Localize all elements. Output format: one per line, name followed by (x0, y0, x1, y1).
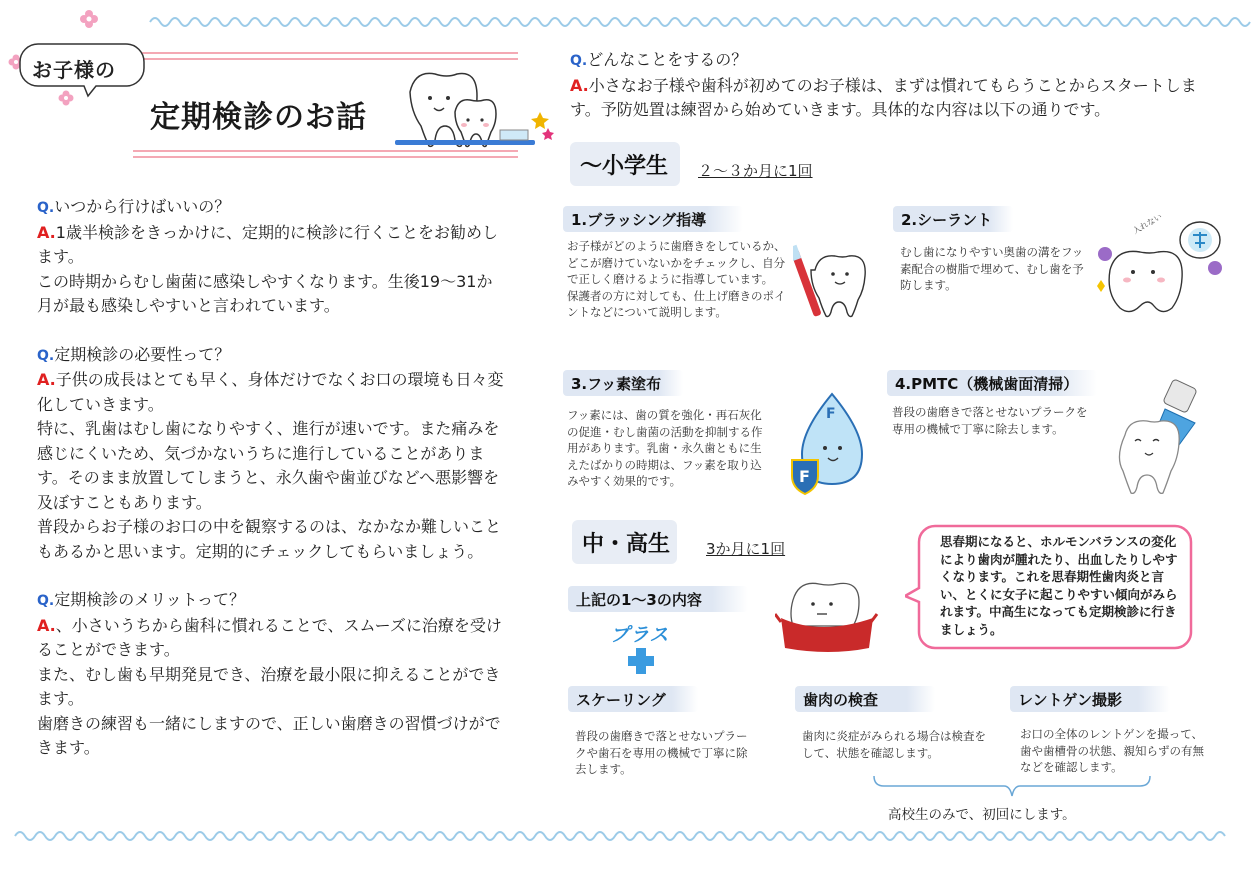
header-badge: お子様の (18, 38, 146, 98)
svg-text:F: F (826, 406, 836, 422)
question-merit: Q.定期検診のメリットって？ (37, 590, 245, 609)
label-fluoride: 3.フッ素塗布 (563, 370, 683, 396)
answer-necessity-1: A.子供の成長はとても早く、身体だけでなくお口の環境も日々変化していきます。 (37, 370, 504, 414)
text-sealant: むし歯になりやすい奥歯の溝をフッ素配合の樹脂で埋めて、むし歯を予防します。 (900, 245, 1084, 292)
label-scaling: スケーリング (568, 686, 698, 712)
answer-merit-2: また、むし歯も早期発見でき、治療を最小限に抑えることができます。 (37, 664, 501, 708)
label-brushing: 1.ブラッシング指導 (563, 206, 743, 232)
answer-necessity-2: 特に、乳歯はむし歯になりやすく、進行が速いです。また痛みを感じにくいため、気づかないうちに進行していることがあります。そのまま放置してしまうと、永久歯や歯並びなどへ悪影響を及ぼすこともあります。 (37, 419, 500, 512)
question-necessity: Q.定期検診の必要性って？ (37, 344, 231, 364)
text-gum-exam: 歯肉に炎症がみられる場合は検査をして、状態を確認します。 (802, 729, 986, 760)
bottom-wave-border (0, 826, 1253, 846)
svg-text:F: F (799, 467, 810, 486)
text-brushing: お子様がどのように歯磨きをしているか、どこが磨けていないかをチェックし、自分で正しく磨けるように指導しています。 保護者の方に対しても、仕上げ磨きのポイントなどについて説明します。 (567, 239, 786, 319)
tab-middle-high: 中・高生 (572, 520, 677, 564)
svg-text:入れない: 入れない (1131, 211, 1164, 236)
fluoride-mascot-icon (790, 390, 870, 500)
question-when: Q.いつから行けばいいの？ (37, 197, 231, 216)
top-wave-border (0, 12, 1253, 32)
tab-elementary: ～小学生 (570, 142, 680, 186)
warning-text: 思春期になると、ホルモンバランスの変化により歯肉が腫れたり、出血したりしやすくなります。これを思春期性歯肉炎と言い、とくに女子に起こりやすい傾向がみられます。中高生になっても定期検診に行きましょう。 (940, 534, 1178, 637)
pmtc-machine-icon (1105, 375, 1225, 505)
plus-icon (626, 646, 656, 676)
text-scaling: 普段の歯磨きで落とせないプラークや歯石を専用の機械で丁寧に除去します。 (575, 729, 748, 776)
answer-when-2: この時期からむし歯菌に感染しやすくなります。生後19～31か月が最も感染しやすいと言われています。 (37, 271, 493, 315)
footnote: 高校生のみで、初回にします。 (888, 807, 1076, 823)
elementary-frequency: ２～３か月に1回 (698, 162, 813, 180)
teeth-toothbrush-illustration (390, 62, 560, 152)
right-qa: Q.どんなことをするの？ A.小さなお子様や歯科が初めてのお子様は、まずは慣れてもらうことからスタートします。予防処置は練習から始めていきます。具体的な内容は以下の通りです。 (570, 50, 1197, 119)
flower-icon (80, 10, 98, 28)
plus-text: プラス (610, 624, 670, 646)
label-xray: レントゲン撮影 (1010, 686, 1170, 712)
left-qa-column (37, 195, 507, 761)
text-pmtc: 普段の歯磨きで落とせないプラークを専用の機械で丁寧に除去します。 (892, 405, 1088, 436)
label-same-as-above: 上記の1～3の内容 (568, 586, 748, 612)
toothbrush-tooth-icon (793, 240, 873, 325)
answer-when-1: A.1歳半検診をきっかけに、定期的に検診に行くことをお勧めします。 (37, 222, 498, 266)
label-pmtc: 4.PMTC（機械歯面清掃） (887, 370, 1097, 396)
page-title: 定期検診のお話 (150, 100, 367, 135)
text-fluoride: フッ素には、歯の質を強化・再石灰化の促進・むし歯菌の活動を抑制する作用があります。乳歯・永久歯ともに生えたばかりの時期は、フッ素を取り込みやすく効果的です。 (567, 408, 763, 488)
label-gum-exam: 歯肉の検査 (795, 686, 935, 712)
answer-merit-1: A.、小さいうちから歯科に慣れることで、スムーズに治療を受けることができます。 (37, 615, 502, 659)
middle-high-frequency: 3か月に1回 (706, 540, 786, 558)
answer-merit-3: 歯磨きの練習も一緒にしますので、正しい歯磨きの習慣づけができます。 (37, 713, 501, 757)
gum-tooth-icon (775, 578, 885, 658)
text-xray: お口の全体のレントゲンを撮って、歯や歯槽骨の状態、親知らずの有無などを確認します。 (1020, 727, 1204, 774)
label-sealant: 2.シーラント (893, 206, 1013, 232)
sealant-tooth-icon (1085, 210, 1225, 330)
footnote-brace (870, 774, 1170, 800)
answer-necessity-3: 普段からお子様のお口の中を観察するのは、なかなか難しいこともあるかと思います。定期的にチェックしてもらいましょう。 (37, 517, 502, 561)
